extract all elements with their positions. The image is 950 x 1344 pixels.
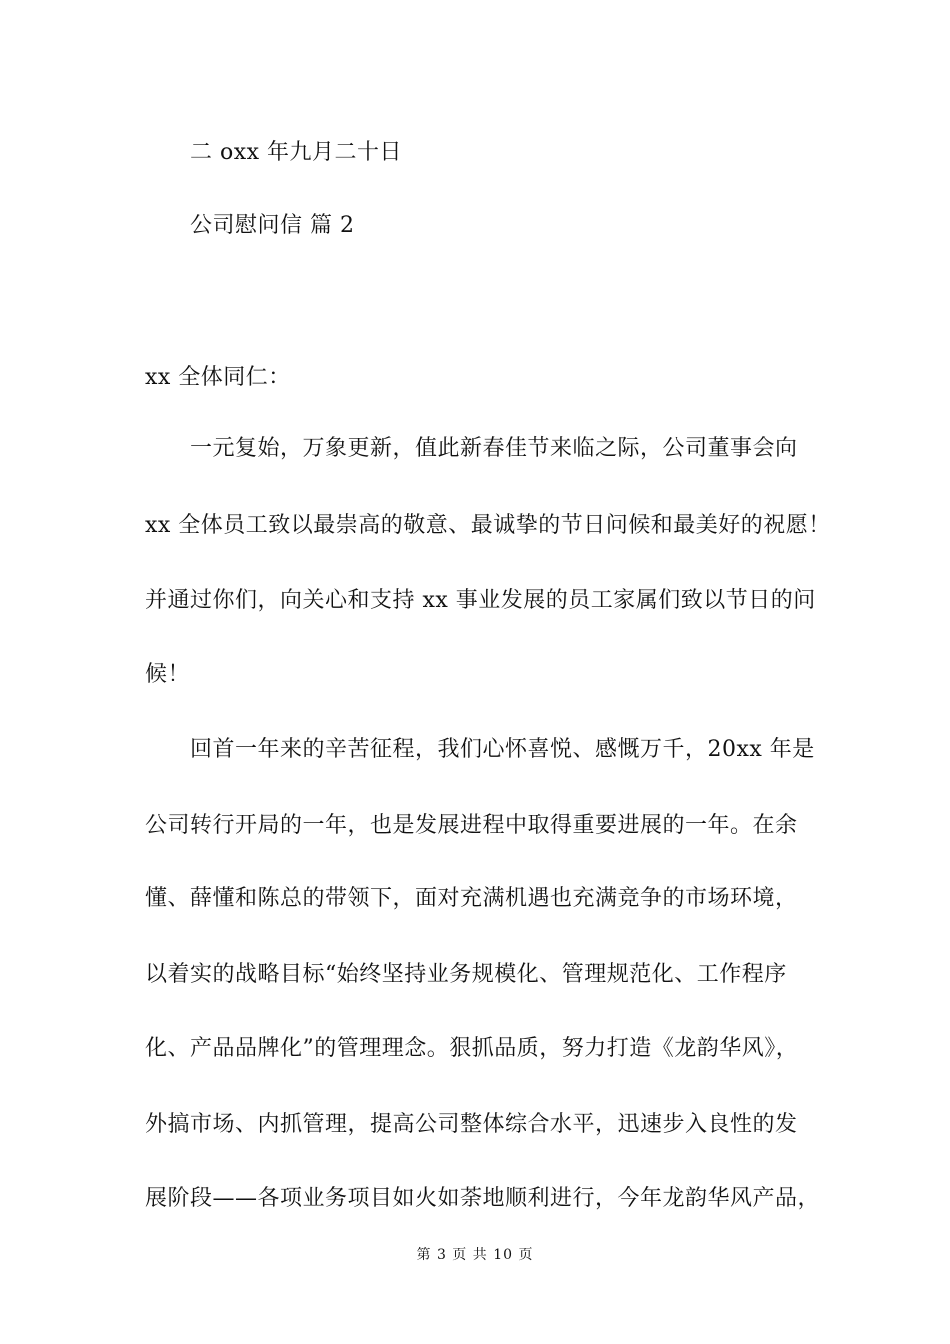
paragraph-line: 展阶段——各项业务项目如火如荼地顺利进行，今年龙韵华风产品，	[145, 1186, 821, 1211]
paragraph-line: 公司转行开局的一年，也是发展进程中取得重要进展的一年。在余	[145, 813, 798, 838]
paragraph-line: 回首一年来的辛苦征程，我们心怀喜悦、感慨万千，20xx 年是	[190, 737, 815, 762]
letter-title: 公司慰问信 篇 2	[190, 213, 355, 238]
paragraph-line: xx 全体员工致以最崇高的敬意、最诚挚的节日问候和最美好的祝愿！	[145, 513, 831, 538]
paragraph-line: 外搞市场、内抓管理，提高公司整体综合水平，迅速步入良性的发	[145, 1112, 798, 1137]
date-line: 二 oxx 年九月二十日	[190, 140, 403, 165]
paragraph-line: 懂、薛懂和陈总的带领下，面对充满机遇也充满竞争的市场环境，	[145, 886, 798, 911]
paragraph-line: 并通过你们，向关心和支持 xx 事业发展的员工家属们致以节日的问	[145, 588, 816, 613]
paragraph-line: 化、产品品牌化”的管理理念。狠抓品质，努力打造《龙韵华风》，	[145, 1036, 799, 1061]
paragraph-line: 候！	[145, 662, 191, 687]
paragraph-line: 一元复始，万象更新，值此新春佳节来临之际，公司董事会向	[190, 436, 798, 461]
salutation: xx 全体同仁：	[145, 365, 291, 390]
page-number-footer: 第 3 页 共 10 页	[416, 1247, 534, 1263]
paragraph-line: 以着实的战略目标“始终坚持业务规模化、管理规范化、工作程序	[145, 962, 787, 987]
